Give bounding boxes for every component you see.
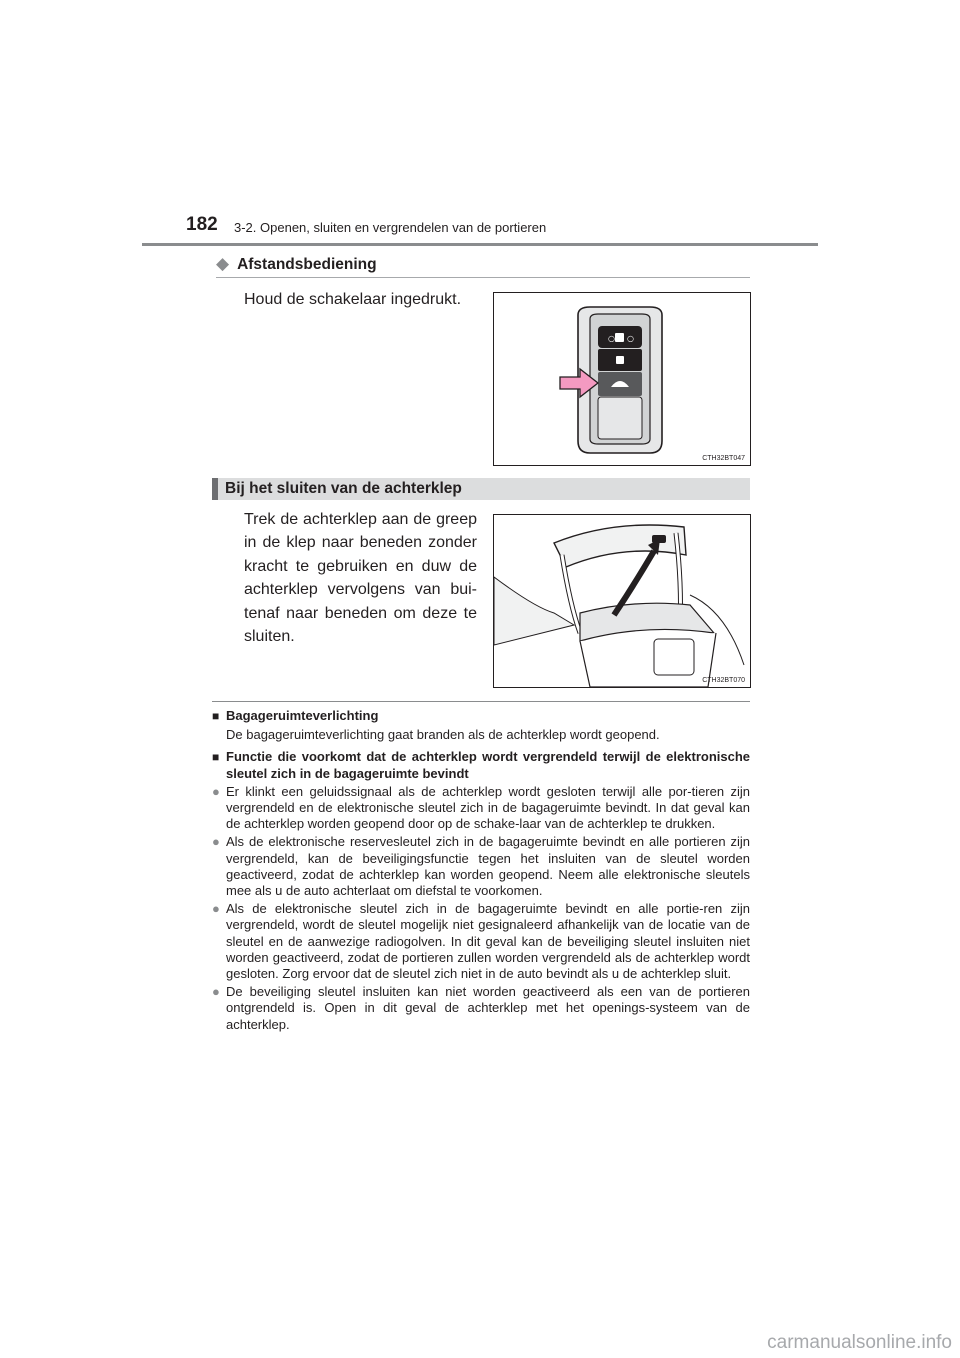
section-title: 3-2. Openen, sluiten en vergrendelen van de portieren xyxy=(234,220,547,235)
circle-bullet-icon: ● xyxy=(212,834,220,850)
square-bullet-icon: ■ xyxy=(212,750,220,765)
diamond-icon: ◆ xyxy=(216,254,230,273)
note-trunk-light xyxy=(212,708,750,743)
square-bullet-icon: ■ xyxy=(212,709,220,723)
figure-code: CTH32BT047 xyxy=(702,455,745,462)
remote-instruction: Houd de schakelaar ingedrukt. xyxy=(244,291,462,308)
header-rule xyxy=(142,243,818,246)
svg-text:○: ○ xyxy=(627,334,634,343)
note-title: Bagageruimteverlichting xyxy=(226,708,379,723)
trunk-illustration xyxy=(494,515,750,687)
closing-instruction: Trek de achterklep aan de greep in de klep naar beneden zonder kracht te gebruiken en duw de achterklep vervolgens van bui-tenaf naar beneden om deze te sluiten. xyxy=(244,511,477,646)
subsection-heading xyxy=(216,254,377,274)
trunk-figure xyxy=(493,514,751,688)
page-number: 182 xyxy=(186,214,218,235)
notes-section xyxy=(212,708,750,1039)
watermark: carmanualsonline.info xyxy=(767,1332,952,1353)
circle-bullet-icon: ● xyxy=(212,984,220,1000)
closing-heading-bar xyxy=(212,478,750,500)
list-item: ● De beveiliging sleutel insluiten kan niet worden geactiveerd als een van de portieren ontgrendeld is. Open in dit geval de achterklep met het openings-systeem van de achterklep. xyxy=(212,984,750,1032)
subsection-rule xyxy=(216,277,750,278)
note-title: Functie die voorkomt dat de achterklep wordt vergrendeld terwijl de elektronische sleutel zich in de bagageruimte bevindt xyxy=(226,749,750,781)
key-fob-illustration xyxy=(494,293,750,465)
note-lockout-protection xyxy=(212,749,750,1032)
closing-heading: Bij het sluiten van de achterklep xyxy=(225,480,462,497)
notes-separator xyxy=(212,701,750,702)
svg-text:○: ○ xyxy=(608,334,615,343)
heading-accent xyxy=(212,478,218,500)
list-item: ● Er klinkt een geluidssignaal als de achterklep wordt gesloten terwijl alle por-tieren zijn vergrendeld en de elektronische sleutel zich in de bagageruimte bevindt. In dat geval kan de achterklep worden geopend door op de schake-laar van de achterklep te drukken. xyxy=(212,783,750,832)
list-item: ● Als de elektronische reservesleutel zich in de bagageruimte bevindt en alle portieren zijn vergrendeld, kan de beveiligingsfunctie tegen het insluiten van de sleutel worden geactiveerd, zodat de achterklep kan worden geopend. Neem alle elektronische sleutels mee als u de auto achterlaat om diefstal te voorkomen. xyxy=(212,834,750,899)
figure-code: CTH32BT070 xyxy=(702,677,745,684)
note-text: De bagageruimteverlichting gaat branden als de achterklep wordt geopend. xyxy=(226,727,660,743)
subsection-title: Afstandsbediening xyxy=(237,256,377,273)
list-item: ● Als de elektronische sleutel zich in de bagageruimte bevindt en alle portie-ren zijn vergrendeld, wordt de sleutel mogelijk niet gesignaleerd afhankelijk van de locatie van de sleutel en de aanwezige radiogolven. In dit geval kan de beveiliging sleutel insluiten niet worden geactiveerd, zodat de portieren zullen worden vergrendeld als de achterklep wordt gesloten. Zorg ervoor dat de sleutel zich niet in de auto bevindt als u de achterklep sluit. xyxy=(212,901,750,982)
key-fob-figure xyxy=(493,292,751,466)
circle-bullet-icon: ● xyxy=(212,783,220,799)
circle-bullet-icon: ● xyxy=(212,901,220,917)
